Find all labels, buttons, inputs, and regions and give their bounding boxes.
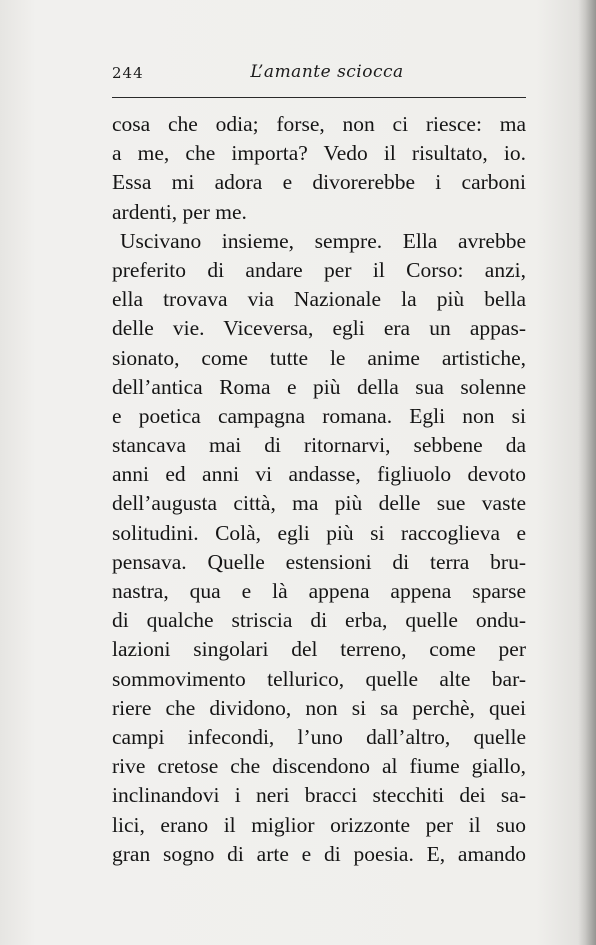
- text-line: anni ed anni vi andasse, figliuolo devoto: [112, 462, 526, 487]
- text-line: Uscivano insieme, sempre. Ella avrebbe: [120, 228, 526, 253]
- text-line: e poetica campagna romana. Egli non si: [112, 403, 526, 428]
- text-line: preferito di andare per il Corso: anzi,: [112, 257, 526, 282]
- text-line: dell’antica Roma e più della sua solenne: [112, 374, 526, 399]
- text-line: pensava. Quelle estensioni di terra bru-: [112, 549, 526, 574]
- text-line: sionato, come tutte le anime artistiche,: [112, 345, 526, 370]
- body-text: [112, 110, 526, 869]
- text-line: dell’augusta città, ma più delle sue vaste: [112, 491, 526, 516]
- page-header: [112, 62, 526, 88]
- text-line: inclinandovi i neri bracci stecchiti dei sa-: [112, 783, 526, 808]
- running-title: L’amante sciocca: [250, 62, 404, 82]
- text-line: gran sogno di arte e di poesia. E, amando: [112, 841, 526, 866]
- text-line: stancava mai di ritornarvi, sebbene da: [112, 433, 526, 458]
- text-line: campi infecondi, l’uno dall’altro, quelle: [112, 724, 526, 749]
- text-line: di qualche striscia di erba, quelle ondu-: [112, 608, 526, 633]
- text-line: lici, erano il miglior orizzonte per il suo: [112, 812, 526, 837]
- text-line: sommovimento tellurico, quelle alte bar-: [112, 666, 526, 691]
- text-line: ella trovava via Nazionale la più bella: [112, 287, 526, 312]
- text-line: nastra, qua e là appena appena sparse: [112, 579, 526, 603]
- text-line: rive cretose che discendono al fiume giallo,: [112, 754, 526, 779]
- page-number: 244: [112, 64, 144, 82]
- page-gutter-shadow: [578, 0, 596, 945]
- text-line: lazioni singolari del terreno, come per: [112, 637, 526, 662]
- text-line: a me, che importa? Vedo il risultato, io.: [112, 141, 526, 166]
- text-line: delle vie. Viceversa, egli era un appas-: [112, 316, 526, 341]
- text-line: Essa mi adora e divorerebbe i carboni: [112, 170, 526, 195]
- text-line: ardenti, per me.: [112, 199, 247, 224]
- header-rule: [112, 97, 526, 98]
- text-line: solitudini. Colà, egli più si raccoglieva e: [112, 520, 526, 545]
- text-line: cosa che odia; forse, non ci riesce: ma: [112, 112, 526, 136]
- text-line: riere che dividono, non si sa perchè, quei: [112, 695, 526, 720]
